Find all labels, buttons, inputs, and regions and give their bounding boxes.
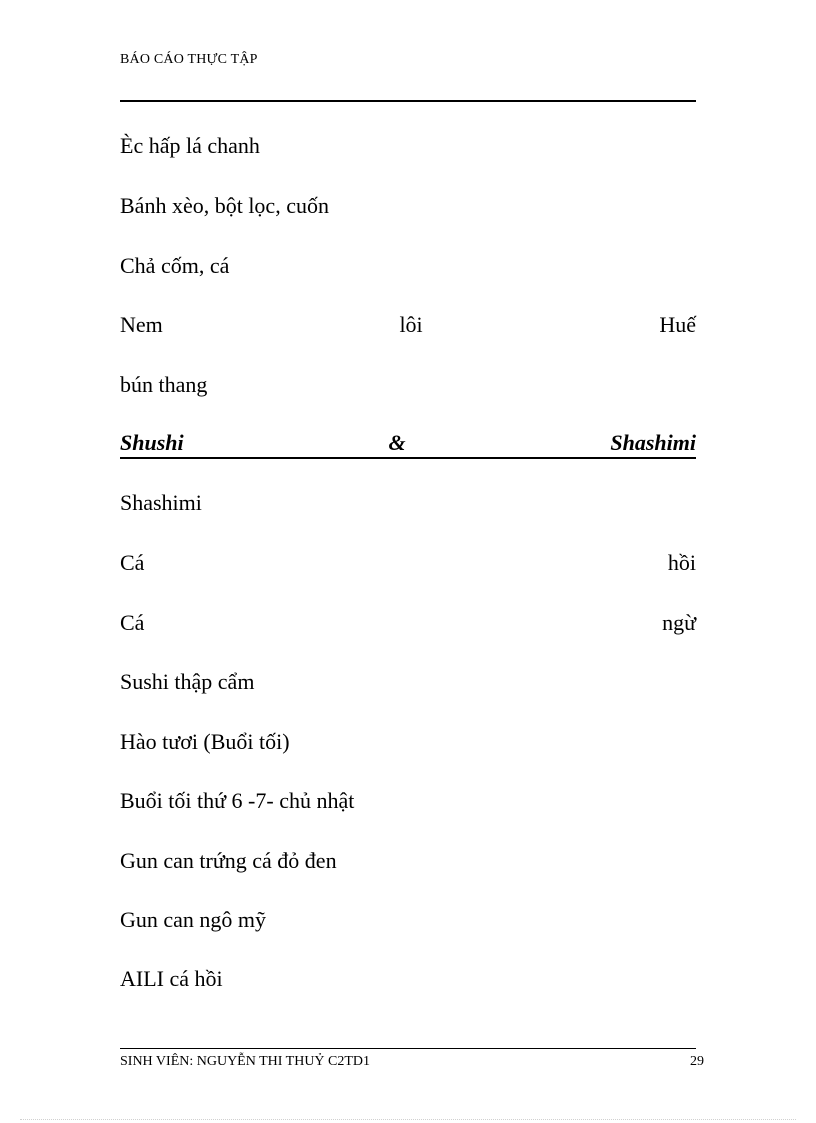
menu-line: bún thang xyxy=(120,372,208,397)
menu-word: Cá xyxy=(120,550,145,575)
menu-line-justified xyxy=(120,608,696,638)
menu-line: Chả cốm, cá xyxy=(120,253,230,278)
menu-line: Gun can ngô mỹ xyxy=(120,907,267,932)
menu-line: Sushi thập cẩm xyxy=(120,669,255,694)
page-number: 29 xyxy=(690,1054,704,1069)
footer-student-name: SINH VIÊN: NGUYỄN THI THUỶ C2TD1 xyxy=(120,1054,371,1069)
menu-line: Èc hấp lá chanh xyxy=(120,133,260,158)
menu-line: AILI cá hồi xyxy=(120,966,223,991)
heading-underline xyxy=(120,457,696,459)
menu-line-justified xyxy=(120,548,696,578)
header-divider xyxy=(120,100,696,102)
menu-line: Shashimi xyxy=(120,490,202,515)
heading-word: Shashimi xyxy=(610,430,696,455)
menu-line: Buổi tối thứ 6 -7- chủ nhật xyxy=(120,788,355,813)
heading-word: & xyxy=(388,430,406,455)
menu-line: Gun can trứng cá đỏ đen xyxy=(120,848,337,873)
footer-divider xyxy=(120,1048,696,1049)
menu-line-justified xyxy=(120,310,696,340)
section-heading xyxy=(120,428,696,458)
page-bottom-edge xyxy=(20,1119,796,1120)
menu-word: Nem xyxy=(120,312,163,337)
menu-word: ngừ xyxy=(662,610,696,635)
heading-word: Shushi xyxy=(120,430,184,455)
menu-word: hồi xyxy=(667,550,696,575)
menu-word: lôi xyxy=(399,312,423,337)
menu-word: Cá xyxy=(120,610,145,635)
menu-line: Hào tươi (Buổi tối) xyxy=(120,729,290,754)
menu-word: Huế xyxy=(659,312,696,337)
menu-line: Bánh xèo, bột lọc, cuốn xyxy=(120,193,329,218)
header-title: BÁO CÁO THỰC TẬP xyxy=(120,52,258,67)
